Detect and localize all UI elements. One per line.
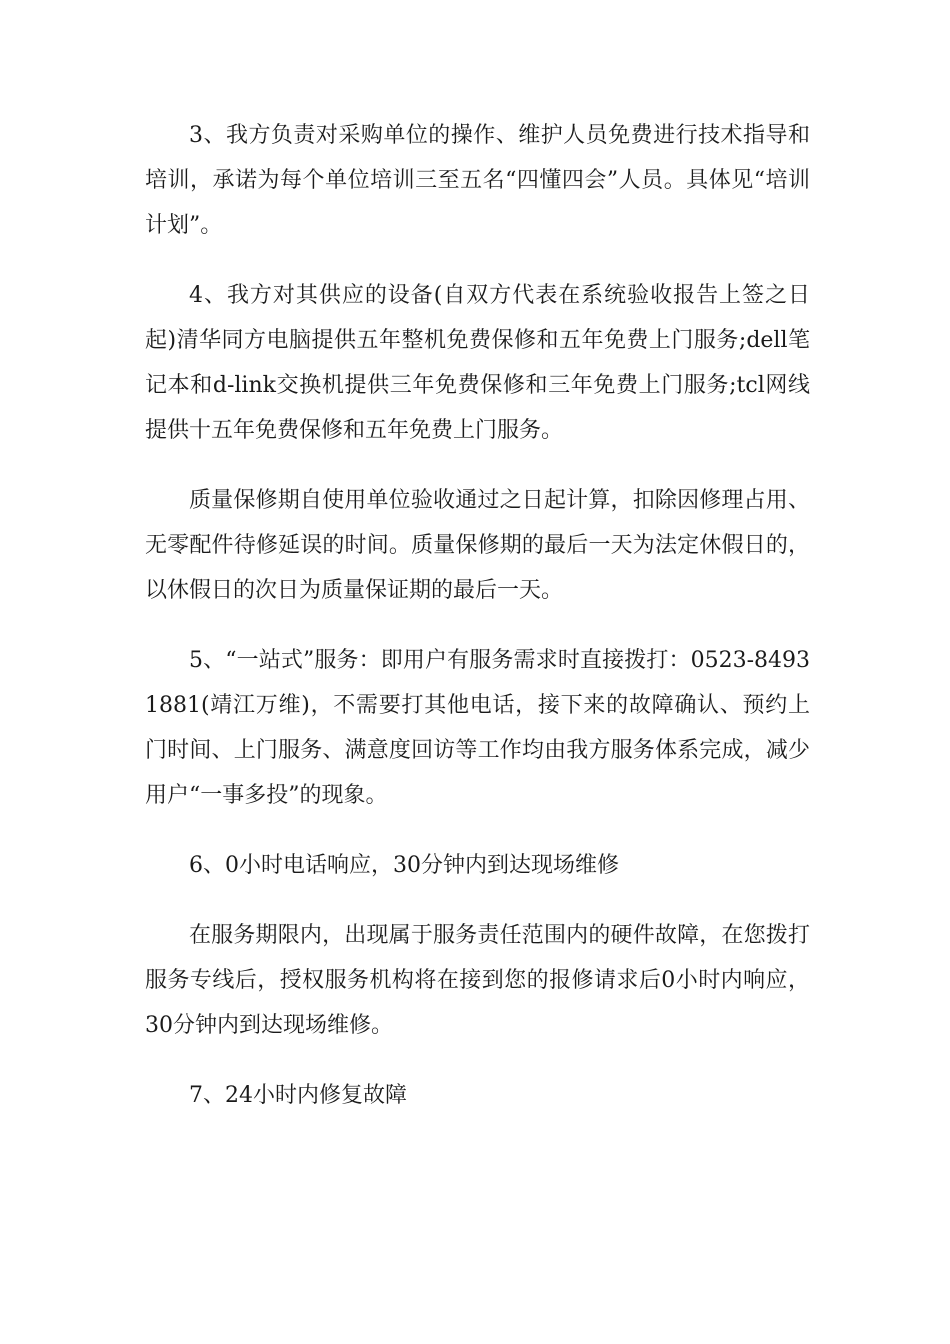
document-body xyxy=(145,113,810,1143)
paragraph-warranty: 4、我方对其供应的设备(自双方代表在系统验收报告上签之日起)清华同方电脑提供五年整机免费保修和五年免费上门服务;dell笔记本和d-link交换机提供三年免费保修和三年免费上门服务;tcl网线提供十五年免费保修和五年免费上门服务。 xyxy=(145,283,810,443)
paragraph-warranty-period: 质量保修期自使用单位验收通过之日起计算，扣除因修理占用、无零配件待修延误的时间。质量保修期的最后一天为法定休假日的，以休假日的次日为质量保证期的最后一天。 xyxy=(145,488,810,603)
paragraph-response-detail: 在服务期限内，出现属于服务责任范围内的硬件故障，在您拨打服务专线后，授权服务机构将在接到您的报修请求后0小时内响应，30分钟内到达现场维修。 xyxy=(145,923,810,1038)
paragraph-one-stop-service: 5、“一站式”服务：即用户有服务需求时直接拨打：0523-84931881(靖江万维)，不需要打其他电话，接下来的故障确认、预约上门时间、上门服务、满意度回访等工作均由我方服务体系完成，减少用户“一事多投”的现象。 xyxy=(145,648,810,808)
paragraph-repair-heading: 7、24小时内修复故障 xyxy=(189,1083,407,1108)
paragraph-response-heading: 6、0小时电话响应，30分钟内到达现场维修 xyxy=(189,853,619,878)
paragraph-training: 3、我方负责对采购单位的操作、维护人员免费进行技术指导和培训，承诺为每个单位培训三至五名“四懂四会”人员。具体见“培训计划”。 xyxy=(145,123,810,238)
